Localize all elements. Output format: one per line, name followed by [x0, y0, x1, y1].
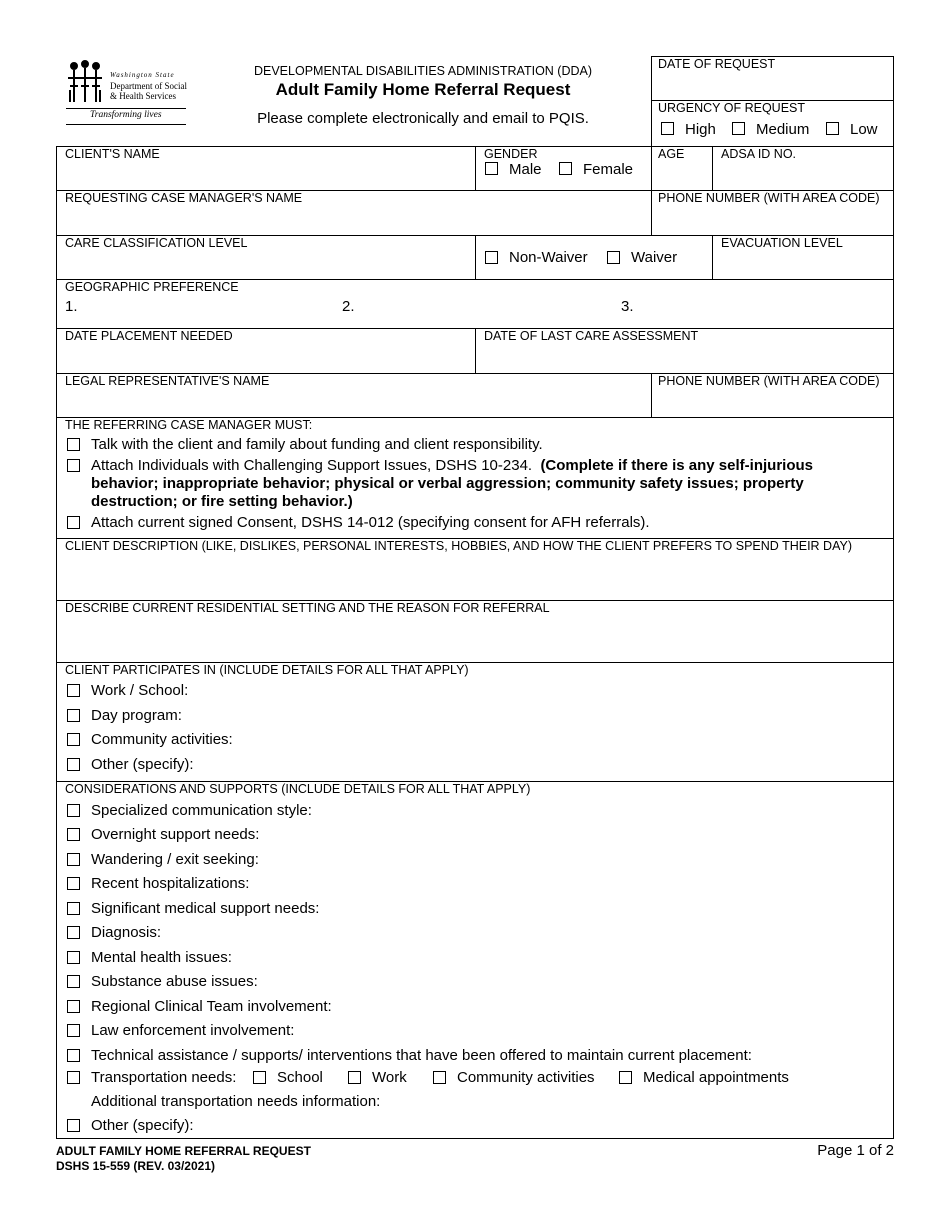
logo-divider: [66, 108, 186, 109]
hospitalizations-checkbox[interactable]: [67, 877, 80, 890]
wandering-label: Wandering / exit seeking:: [91, 851, 259, 868]
legal-phone-label: PHONE NUMBER (WITH AREA CODE): [658, 374, 880, 388]
attach-consent-text: Attach current signed Consent, DSHS 14-012 (specifying consent for AFH referrals).: [91, 514, 650, 531]
footer-form-number: DSHS 15-559 (REV. 03/2021): [56, 1159, 215, 1173]
substance-abuse-label: Substance abuse issues:: [91, 973, 258, 990]
dshs-logo-figures-icon: [64, 60, 106, 104]
attach-consent-checkbox[interactable]: [67, 516, 80, 529]
gender-female-label: Female: [583, 161, 634, 178]
geographic-choice-3: 3.: [621, 298, 634, 315]
mental-health-checkbox[interactable]: [67, 951, 80, 964]
gender-male-checkbox[interactable]: [485, 162, 498, 175]
transport-medical-checkbox[interactable]: [619, 1071, 632, 1084]
gender-label: GENDER: [484, 147, 538, 161]
urgency-high-checkbox[interactable]: [661, 122, 674, 135]
line: [56, 1138, 894, 1139]
case-manager-name-label: REQUESTING CASE MANAGER'S NAME: [65, 191, 303, 205]
agency-state: Washington State: [110, 71, 175, 79]
urgency-medium-checkbox[interactable]: [732, 122, 745, 135]
law-enforcement-checkbox[interactable]: [67, 1024, 80, 1037]
communication-style-label: Specialized communication style:: [91, 802, 312, 819]
form-title: Adult Family Home Referral Request: [275, 80, 571, 99]
urgency-label: URGENCY OF REQUEST: [658, 101, 806, 115]
considerations-other-checkbox[interactable]: [67, 1119, 80, 1132]
non-waiver-checkbox[interactable]: [485, 251, 498, 264]
talk-with-client-text: Talk with the client and family about funding and client responsibility.: [91, 436, 543, 453]
line: [651, 146, 652, 235]
line: [56, 146, 57, 1139]
line: [651, 373, 652, 417]
evacuation-level-label: EVACUATION LEVEL: [721, 236, 843, 250]
urgency-low-checkbox[interactable]: [826, 122, 839, 135]
adsa-id-label: ADSA ID NO.: [721, 147, 797, 161]
attach-challenging-prefix: Attach Individuals with Challenging Support Issues, DSHS 10-234.: [91, 457, 533, 474]
urgency-medium-label: Medium: [756, 121, 810, 138]
dshs-logo: [64, 60, 188, 126]
logo-bottom-line: [66, 124, 186, 125]
transport-additional-label: Additional transportation needs information:: [91, 1093, 381, 1110]
regional-clinical-checkbox[interactable]: [67, 1000, 80, 1013]
line: [712, 146, 713, 190]
considerations-label: CONSIDERATIONS AND SUPPORTS (INCLUDE DETAILS FOR ALL THAT APPLY): [65, 782, 531, 796]
attach-challenging-bold: (Complete if there is any self-injurious behavior; inappropriate behavior; physical or verbal aggression; community safety issues; property destruction; or fire setting behavior.): [91, 457, 813, 510]
work-school-label: Work / School:: [91, 682, 189, 699]
date-last-assessment-label: DATE OF LAST CARE ASSESSMENT: [484, 329, 699, 343]
geographic-choice-2: 2.: [342, 298, 355, 315]
regional-clinical-label: Regional Clinical Team involvement:: [91, 998, 332, 1015]
date-placement-needed-label: DATE PLACEMENT NEEDED: [65, 329, 233, 343]
transport-medical-label: Medical appointments: [643, 1069, 789, 1086]
transport-school-label: School: [277, 1069, 323, 1086]
legal-representative-label: LEGAL REPRESENTATIVE'S NAME: [65, 374, 270, 388]
day-program-label: Day program:: [91, 707, 182, 724]
line: [893, 56, 894, 1139]
case-manager-phone-label: PHONE NUMBER (WITH AREA CODE): [658, 191, 880, 205]
transport-work-label: Work: [372, 1069, 407, 1086]
overnight-support-checkbox[interactable]: [67, 828, 80, 841]
agency-tagline: Transforming lives: [90, 110, 162, 120]
participates-label: CLIENT PARTICIPATES IN (INCLUDE DETAILS FOR ALL THAT APPLY): [65, 663, 469, 677]
day-program-checkbox[interactable]: [67, 709, 80, 722]
non-waiver-label: Non-Waiver: [509, 249, 588, 266]
waiver-label: Waiver: [631, 249, 678, 266]
transport-work-checkbox[interactable]: [348, 1071, 361, 1084]
transport-community-checkbox[interactable]: [433, 1071, 446, 1084]
communication-style-checkbox[interactable]: [67, 804, 80, 817]
agency-dept: Department of Social & Health Services: [110, 81, 187, 101]
law-enforcement-label: Law enforcement involvement:: [91, 1022, 295, 1039]
substance-abuse-checkbox[interactable]: [67, 975, 80, 988]
referring-must-label: THE REFERRING CASE MANAGER MUST:: [65, 418, 313, 432]
line: [475, 146, 476, 190]
line: [712, 235, 713, 279]
client-name-label: CLIENT'S NAME: [65, 147, 160, 161]
considerations-other-label: Other (specify):: [91, 1117, 194, 1134]
overnight-support-label: Overnight support needs:: [91, 826, 260, 843]
diagnosis-checkbox[interactable]: [67, 926, 80, 939]
line: [651, 56, 652, 146]
community-activities-checkbox[interactable]: [67, 733, 80, 746]
transportation-checkbox[interactable]: [67, 1071, 80, 1084]
attach-challenging-checkbox[interactable]: [67, 459, 80, 472]
age-label: AGE: [658, 147, 685, 161]
client-description-label: CLIENT DESCRIPTION (LIKE, DISLIKES, PERSONAL INTERESTS, HOBBIES, AND HOW THE CLIENT PREFERS TO SPEND THEIR DAY): [65, 539, 852, 553]
residential-setting-label: DESCRIBE CURRENT RESIDENTIAL SETTING AND THE REASON FOR REFERRAL: [65, 601, 550, 615]
line: [475, 328, 476, 373]
technical-assistance-label: Technical assistance / supports/ interventions that have been offered to maintain current placement:: [91, 1047, 752, 1064]
transport-community-label: Community activities: [457, 1069, 595, 1086]
transport-school-checkbox[interactable]: [253, 1071, 266, 1084]
attach-challenging-text: [91, 457, 851, 511]
geographic-choice-1: 1.: [65, 298, 78, 315]
gender-female-checkbox[interactable]: [559, 162, 572, 175]
date-of-request-label: DATE OF REQUEST: [658, 57, 776, 71]
participates-other-label: Other (specify):: [91, 756, 194, 773]
work-school-checkbox[interactable]: [67, 684, 80, 697]
community-activities-label: Community activities:: [91, 731, 233, 748]
urgency-low-label: Low: [850, 121, 878, 138]
administration-name: DEVELOPMENTAL DISABILITIES ADMINISTRATION (DDA): [253, 64, 593, 78]
talk-with-client-checkbox[interactable]: [67, 438, 80, 451]
medical-support-checkbox[interactable]: [67, 902, 80, 915]
line: [475, 235, 476, 279]
waiver-checkbox[interactable]: [607, 251, 620, 264]
hospitalizations-label: Recent hospitalizations:: [91, 875, 250, 892]
medical-support-label: Significant medical support needs:: [91, 900, 320, 917]
footer-form-name: ADULT FAMILY HOME REFERRAL REQUEST: [56, 1144, 311, 1158]
participates-other-checkbox[interactable]: [67, 758, 80, 771]
wandering-checkbox[interactable]: [67, 853, 80, 866]
transportation-label: Transportation needs:: [91, 1069, 237, 1086]
footer-page-number: Page 1 of 2: [817, 1142, 894, 1159]
care-classification-label: CARE CLASSIFICATION LEVEL: [65, 236, 248, 250]
geographic-preference-label: GEOGRAPHIC PREFERENCE: [65, 280, 239, 294]
mental-health-label: Mental health issues:: [91, 949, 232, 966]
diagnosis-label: Diagnosis:: [91, 924, 162, 941]
gender-male-label: Male: [509, 161, 542, 178]
urgency-high-label: High: [685, 121, 716, 138]
technical-assistance-checkbox[interactable]: [67, 1049, 80, 1062]
form-instructions: Please complete electronically and email to PQIS.: [257, 110, 589, 127]
